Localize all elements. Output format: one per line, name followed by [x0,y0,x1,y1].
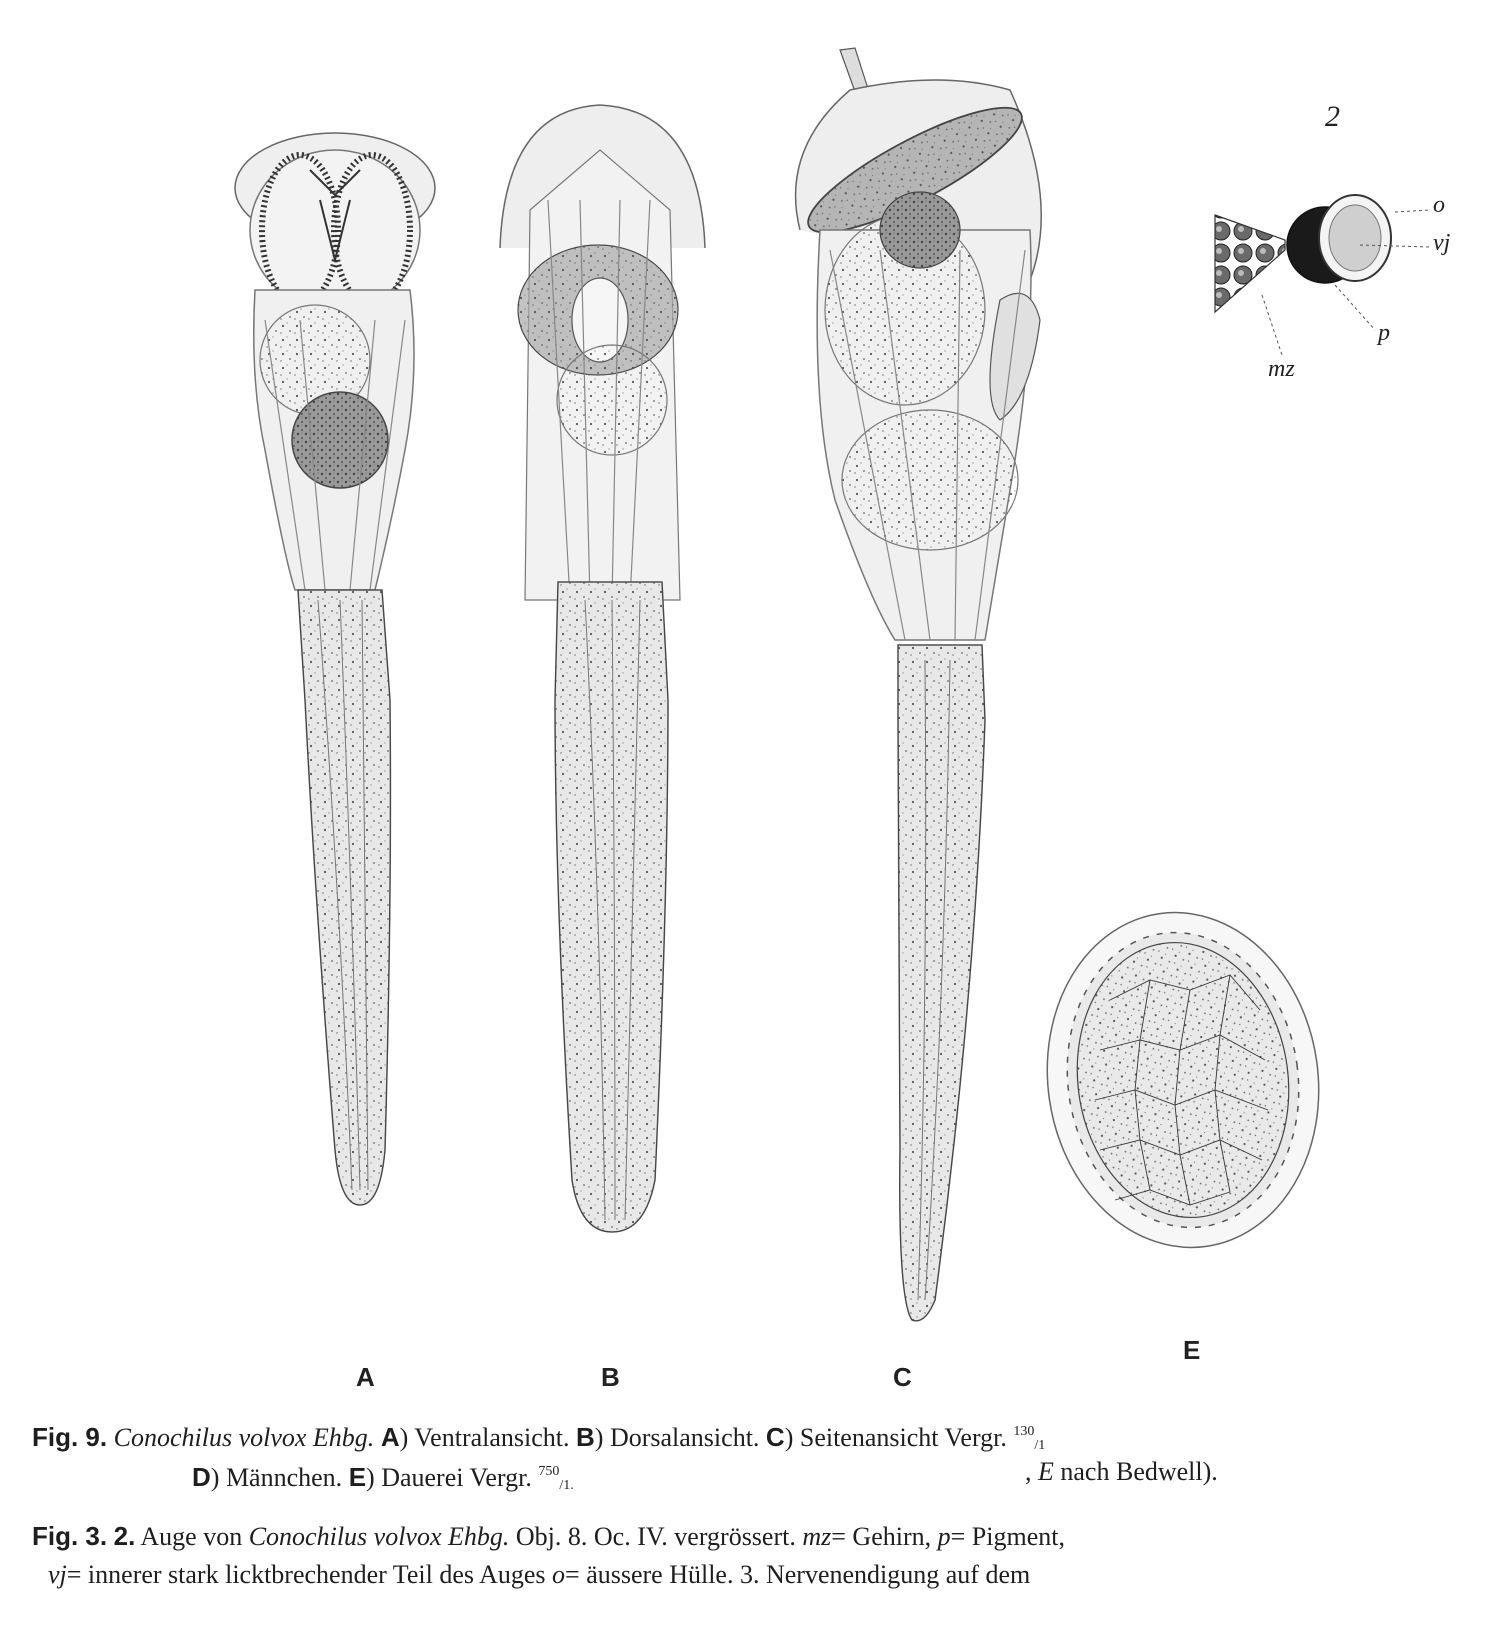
caption-fig3-vj: vj [48,1560,67,1589]
caption-fig3-text1: Auge von [140,1522,243,1551]
caption-fig3-species: Conochilus volvox Ehbg. [248,1522,510,1551]
caption-key-e: E [348,1462,367,1492]
caption-mag-e-den: /1. [559,1478,574,1493]
caption-fig3-eq1: = Gehirn, [831,1522,932,1551]
caption-key-b: B [576,1422,595,1452]
caption-key-d: D [192,1462,211,1492]
caption-fig3-eq3: = innerer stark licktbrechender Teil des Auges [66,1560,546,1589]
caption-text-d: ) Männchen. [210,1463,343,1492]
figure-letter-e: E [1183,1335,1201,1365]
caption-text-c: ) Seitenansicht Vergr. [784,1423,1007,1452]
figure-a-ventral-view [235,133,435,1205]
callout-p: p [1378,320,1390,346]
caption-fig3-eq4: = äussere Hülle. 3. Nervenendigung auf dem [565,1560,1031,1589]
figure-c-lateral-view [795,48,1041,1321]
caption-mag-e-num: 750 [538,1464,560,1479]
inset-figure-number: 2 [1325,100,1340,133]
caption-mag-c-den: /1 [1034,1438,1046,1453]
caption-mag-c-num: 130 [1013,1424,1035,1439]
caption-fig9-species: Conochilus volvox Ehbg. [113,1423,375,1452]
caption-fig3-text2: Obj. 8. Oc. IV. vergrössert. [515,1522,796,1551]
callout-mz: mz [1268,356,1295,382]
caption-trailing-text: nach Bedwell). [1060,1457,1218,1486]
caption-fig3-line1 [32,1518,1065,1555]
caption-fig3-eq2: = Pigment, [950,1522,1065,1551]
caption-fig3-o: o [552,1560,566,1589]
caption-fig3-num: 2. [113,1521,136,1551]
callout-o: o [1433,192,1445,218]
figure-letter-c: C [893,1362,912,1392]
figure-letter-b: B [601,1362,620,1392]
figure-letter-a: A [356,1362,375,1392]
caption-text-b: ) Dorsalansicht. [594,1423,760,1452]
caption-fig3-mz: mz [802,1522,832,1551]
caption-fig3-label: Fig. 3. [32,1521,108,1551]
caption-trailing-e: E [1038,1457,1054,1486]
caption-fig3-p: p [937,1522,951,1551]
caption-key-a: A [380,1422,400,1452]
caption-fig9-label: Fig. 9. [32,1422,108,1452]
callout-vj: vj [1433,230,1451,256]
figure-2-eye-inset [1215,195,1430,355]
caption-key-c: C [765,1422,785,1452]
caption-fig9-line2 [192,1453,574,1504]
figure-e-resting-egg [1026,895,1340,1265]
caption-text-e: ) Dauerei Vergr. [366,1463,532,1492]
caption-fig9-line2-tail [1025,1453,1218,1490]
caption-text-a: ) Ventralansicht. [399,1423,570,1452]
caption-fig3-line2 [48,1556,1030,1593]
caption-trailing-comma: , [1025,1457,1032,1486]
figure-b-dorsal-view [500,105,705,1232]
